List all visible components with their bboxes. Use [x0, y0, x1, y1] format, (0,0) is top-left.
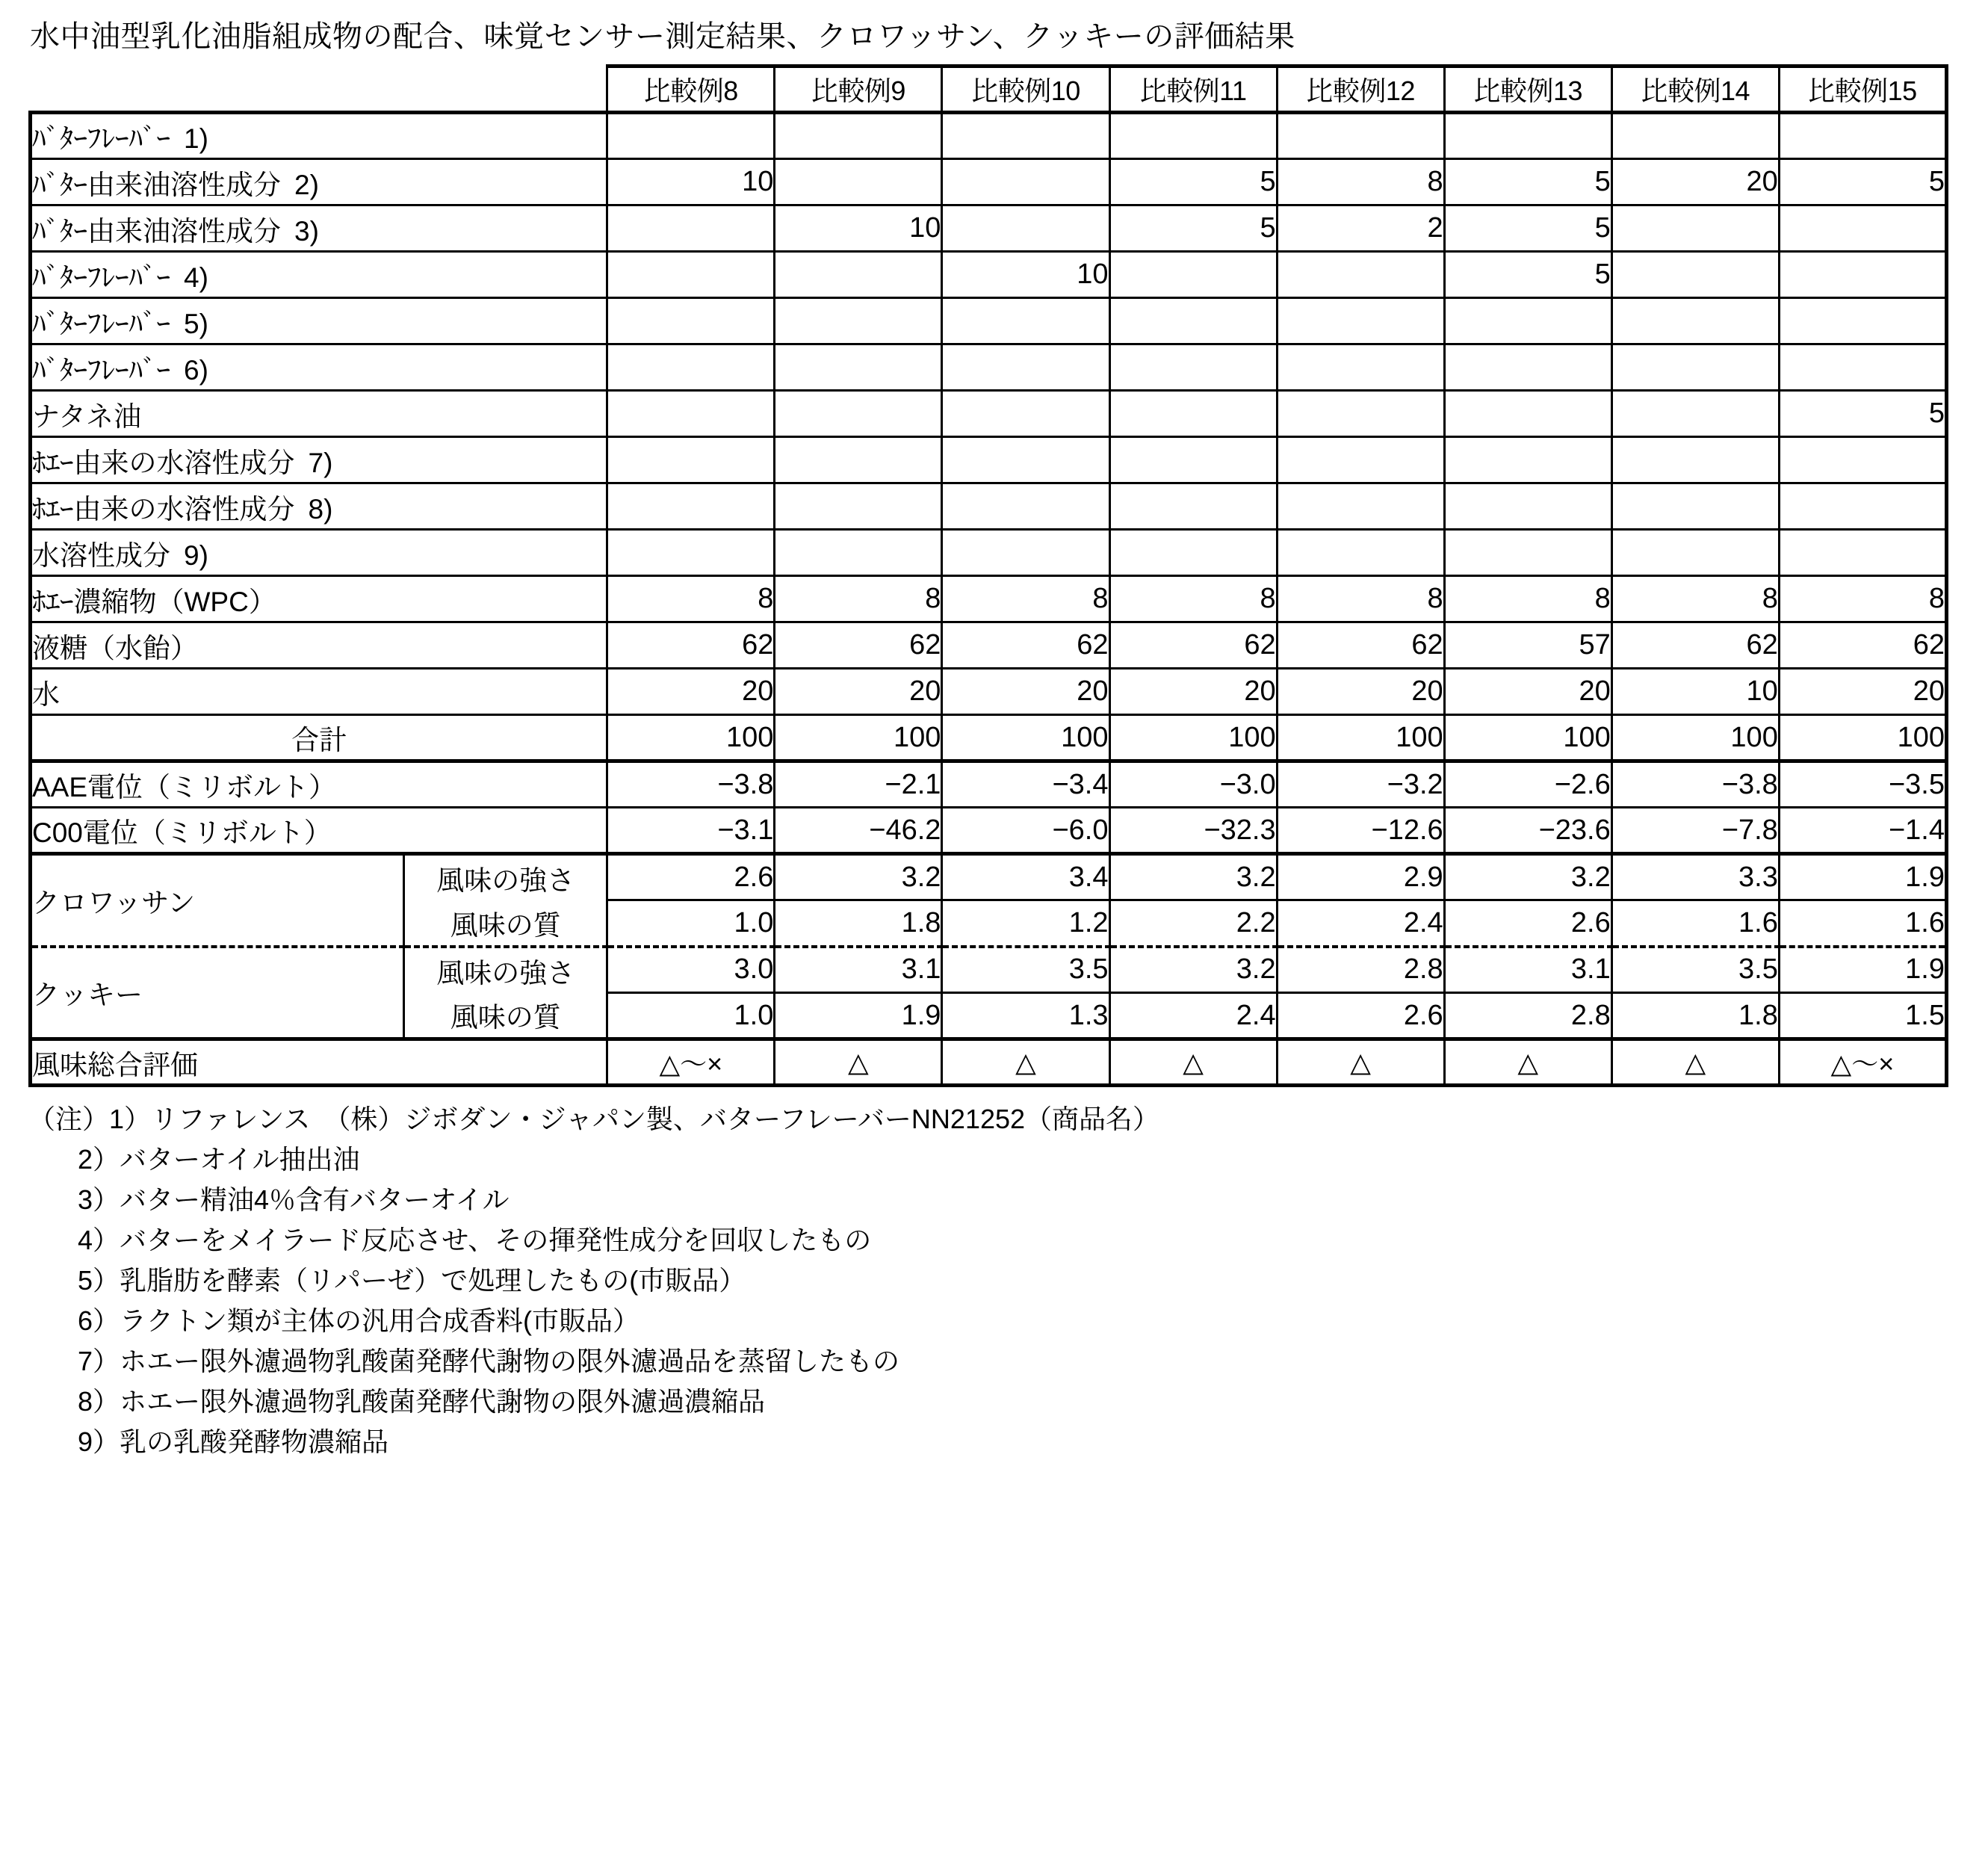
- evaluation-group-label: クロワッサン: [31, 854, 404, 947]
- overall-cell: △: [1611, 1039, 1779, 1086]
- table-cell: [607, 113, 775, 159]
- table-cell: [775, 298, 942, 344]
- column-header: 比較例14: [1611, 67, 1779, 113]
- evaluation-sublabel: 風味の質: [404, 900, 607, 947]
- sensor-cell: −7.8: [1611, 808, 1779, 854]
- overall-cell: △: [1444, 1039, 1611, 1086]
- table-cell: [1444, 530, 1611, 576]
- table-cell: [1277, 530, 1444, 576]
- table-cell: 10: [1611, 669, 1779, 715]
- overall-label: 風味総合評価: [31, 1039, 607, 1086]
- row-label: [31, 159, 607, 205]
- evaluation-cell: 1.3: [942, 993, 1109, 1039]
- column-header: 比較例10: [942, 67, 1109, 113]
- evaluation-cell: 3.2: [1444, 854, 1611, 900]
- table-cell: [1779, 530, 1946, 576]
- sensor-cell: −3.0: [1109, 761, 1277, 808]
- table-header-row: [31, 67, 1947, 113]
- table-cell: 62: [942, 622, 1109, 669]
- table-cell: [607, 437, 775, 483]
- evaluation-cell: 2.8: [1277, 947, 1444, 993]
- table-cell: [775, 252, 942, 298]
- evaluation-cell: 3.2: [1109, 947, 1277, 993]
- table-cell: 20: [1611, 159, 1779, 205]
- table-cell: [607, 391, 775, 437]
- table-cell: [942, 159, 1109, 205]
- row-label-note: 1): [184, 123, 208, 154]
- sensor-cell: −1.4: [1779, 808, 1946, 854]
- table-cell: [1109, 437, 1277, 483]
- evaluation-cell: 1.9: [775, 993, 942, 1039]
- table-row: [31, 252, 1947, 298]
- row-label: [31, 298, 607, 344]
- table-cell: [1277, 437, 1444, 483]
- table-row: [31, 205, 1947, 252]
- table-cell: 5: [1444, 205, 1611, 252]
- table-cell: 62: [607, 622, 775, 669]
- total-cell: 100: [607, 715, 775, 761]
- total-cell: 100: [942, 715, 1109, 761]
- evaluation-cell: 3.4: [942, 854, 1109, 900]
- table-cell: [1109, 298, 1277, 344]
- table-cell: 5: [1444, 252, 1611, 298]
- table-cell: [1779, 252, 1946, 298]
- evaluation-cell: 2.6: [1444, 900, 1611, 947]
- footnote-item: 5）乳脂肪を酵素（リパーゼ）で処理したもの(市販品）: [78, 1265, 746, 1296]
- table-cell: 5: [1444, 159, 1611, 205]
- total-cell: 100: [1779, 715, 1946, 761]
- sensor-cell: −6.0: [942, 808, 1109, 854]
- column-header: 比較例15: [1779, 67, 1946, 113]
- column-header: 比較例11: [1109, 67, 1277, 113]
- row-label: [31, 391, 607, 437]
- row-label-text: ﾊﾞﾀｰﾌﾚｰﾊﾞｰ: [32, 123, 170, 154]
- row-label-note: 4): [184, 262, 208, 293]
- table-cell: [942, 530, 1109, 576]
- table-cell: [1779, 483, 1946, 530]
- table-row: [31, 622, 1947, 669]
- overall-cell: △〜×: [607, 1039, 775, 1086]
- table-cell: 10: [775, 205, 942, 252]
- sensor-row: [31, 808, 1947, 854]
- table-cell: 8: [607, 576, 775, 622]
- column-header: 比較例13: [1444, 67, 1611, 113]
- table-cell: [775, 391, 942, 437]
- page-title: 水中油型乳化油脂組成物の配合、味覚センサー測定結果、クロワッサン、クッキーの評価結果: [30, 20, 1295, 53]
- table-cell: 8: [1109, 576, 1277, 622]
- row-label-text: ﾎｴｰ由来の水溶性成分: [32, 447, 295, 478]
- sensor-cell: −3.2: [1277, 761, 1444, 808]
- table-cell: [942, 205, 1109, 252]
- row-label-text: ﾎｴｰ由来の水溶性成分: [32, 493, 295, 525]
- table-row: [31, 576, 1947, 622]
- evaluation-cell: 3.5: [942, 947, 1109, 993]
- table-cell: [775, 344, 942, 391]
- table-row: [31, 344, 1947, 391]
- row-label-text: 水: [32, 678, 60, 710]
- table-cell: [1611, 344, 1779, 391]
- evaluation-cell: 1.5: [1779, 993, 1946, 1039]
- table-cell: [775, 483, 942, 530]
- evaluation-cell: 2.4: [1109, 993, 1277, 1039]
- table-cell: 20: [1444, 669, 1611, 715]
- evaluation-cell: 1.0: [607, 900, 775, 947]
- evaluation-cell: 3.5: [1611, 947, 1779, 993]
- table-cell: 5: [1109, 159, 1277, 205]
- table-row: [31, 437, 1947, 483]
- table-cell: [1109, 113, 1277, 159]
- table-cell: 8: [1277, 576, 1444, 622]
- table-cell: 62: [1779, 622, 1946, 669]
- row-label-text: ﾊﾞﾀｰ由来油溶性成分: [32, 215, 281, 247]
- footnote-item: 8）ホエー限外濾過物乳酸菌発酵代謝物の限外濾過濃縮品: [78, 1386, 766, 1417]
- evaluation-cell: 1.6: [1779, 900, 1946, 947]
- table-row: [31, 391, 1947, 437]
- table-cell: 8: [1444, 576, 1611, 622]
- table-cell: [1611, 437, 1779, 483]
- row-label-text: ﾊﾞﾀｰ由来油溶性成分: [32, 169, 281, 200]
- evaluation-sublabel: 風味の強さ: [404, 854, 607, 900]
- footnote-item: 3）バター精油4％含有バターオイル: [78, 1184, 510, 1215]
- table-cell: 8: [1277, 159, 1444, 205]
- sensor-cell: −3.1: [607, 808, 775, 854]
- evaluation-cell: 1.6: [1611, 900, 1779, 947]
- footnote-item: 7）ホエー限外濾過物乳酸菌発酵代謝物の限外濾過品を蒸留したもの: [78, 1346, 900, 1376]
- evaluation-cell: 2.4: [1277, 900, 1444, 947]
- footnote-item: 6）ラクトン類が主体の汎用合成香料(市販品）: [78, 1305, 640, 1336]
- table-cell: [1109, 252, 1277, 298]
- total-label: 合計: [31, 715, 607, 761]
- row-label-note: 5): [184, 308, 208, 339]
- table-cell: [1109, 391, 1277, 437]
- evaluation-row: [31, 854, 1947, 900]
- evaluation-cell: 3.0: [607, 947, 775, 993]
- evaluation-cell: 1.8: [1611, 993, 1779, 1039]
- row-label-note: 9): [184, 539, 208, 571]
- table-cell: [607, 252, 775, 298]
- table-cell: [775, 530, 942, 576]
- table-cell: [775, 113, 942, 159]
- table-cell: [1277, 344, 1444, 391]
- table-cell: [1444, 483, 1611, 530]
- footnote-item: 9）乳の乳酸発酵物濃縮品: [78, 1426, 389, 1457]
- evaluation-cell: 1.9: [1779, 947, 1946, 993]
- row-label: [31, 483, 607, 530]
- table-cell: [1444, 113, 1611, 159]
- sensor-cell: −46.2: [775, 808, 942, 854]
- sensor-cell: −3.8: [607, 761, 775, 808]
- sensor-label: C00電位（ミリボルト）: [31, 808, 607, 854]
- table-row: [31, 159, 1947, 205]
- table-cell: 62: [1277, 622, 1444, 669]
- table-cell: 20: [1277, 669, 1444, 715]
- row-label-note: 2): [294, 169, 319, 200]
- evaluation-row: [31, 947, 1947, 993]
- header-corner-blank: [31, 67, 607, 113]
- row-label-text: ナタネ油: [32, 401, 142, 432]
- row-label: [31, 113, 607, 159]
- table-cell: [1611, 530, 1779, 576]
- table-cell: [1611, 391, 1779, 437]
- row-label: [31, 669, 607, 715]
- evaluation-cell: 2.9: [1277, 854, 1444, 900]
- overall-cell: △: [942, 1039, 1109, 1086]
- evaluation-cell: 1.8: [775, 900, 942, 947]
- row-label-note: 8): [308, 493, 333, 525]
- table-cell: 5: [1779, 159, 1946, 205]
- table-cell: 8: [1611, 576, 1779, 622]
- evaluation-cell: 2.6: [607, 854, 775, 900]
- row-label-note: 3): [294, 215, 319, 247]
- evaluation-cell: 3.2: [1109, 854, 1277, 900]
- row-label-text: ﾊﾞﾀｰﾌﾚｰﾊﾞｰ: [32, 354, 170, 386]
- table-cell: 62: [775, 622, 942, 669]
- table-cell: [607, 205, 775, 252]
- evaluation-cell: 3.3: [1611, 854, 1779, 900]
- sensor-cell: −12.6: [1277, 808, 1444, 854]
- overall-cell: △〜×: [1779, 1039, 1946, 1086]
- footnote-item: 4）バターをメイラード反応させ、その揮発性成分を回収したもの: [78, 1225, 872, 1255]
- table-cell: [1277, 483, 1444, 530]
- table-cell: [1611, 298, 1779, 344]
- table-row: [31, 530, 1947, 576]
- sensor-label: AAE電位（ミリボルト）: [31, 761, 607, 808]
- table-cell: [1611, 252, 1779, 298]
- table-cell: [942, 298, 1109, 344]
- evaluation-cell: 3.2: [775, 854, 942, 900]
- table-cell: 5: [1109, 205, 1277, 252]
- total-cell: 100: [1277, 715, 1444, 761]
- footnotes: [28, 1099, 1958, 1462]
- table-cell: [1277, 252, 1444, 298]
- table-cell: [1779, 113, 1946, 159]
- evaluation-cell: 1.9: [1779, 854, 1946, 900]
- table-cell: 57: [1444, 622, 1611, 669]
- evaluation-sublabel: 風味の質: [404, 993, 607, 1039]
- evaluation-cell: 2.8: [1444, 993, 1611, 1039]
- table-cell: 8: [775, 576, 942, 622]
- table-cell: [1444, 437, 1611, 483]
- table-cell: [1109, 344, 1277, 391]
- table-cell: [775, 159, 942, 205]
- total-cell: 100: [1444, 715, 1611, 761]
- row-label: [31, 437, 607, 483]
- sensor-cell: −3.8: [1611, 761, 1779, 808]
- row-label: [31, 622, 607, 669]
- sensor-cell: −3.4: [942, 761, 1109, 808]
- table-cell: [1277, 298, 1444, 344]
- evaluation-sublabel: 風味の強さ: [404, 947, 607, 993]
- table-cell: 10: [942, 252, 1109, 298]
- column-header: 比較例9: [775, 67, 942, 113]
- row-label-note: 7): [308, 447, 333, 478]
- table-row: [31, 298, 1947, 344]
- row-label: [31, 576, 607, 622]
- table-cell: [1444, 298, 1611, 344]
- sensor-cell: −3.5: [1779, 761, 1946, 808]
- evaluation-group-label: クッキー: [31, 947, 404, 1039]
- table-cell: 8: [942, 576, 1109, 622]
- table-cell: [775, 437, 942, 483]
- footnote-header: （注）1）リファレンス （株）ジボダン・ジャパン製、バターフレーバーNN21252（商品名）: [28, 1104, 1160, 1134]
- results-table: [28, 64, 1948, 1087]
- evaluation-cell: 1.2: [942, 900, 1109, 947]
- table-cell: [607, 483, 775, 530]
- table-cell: 10: [607, 159, 775, 205]
- table-cell: [607, 344, 775, 391]
- row-label: [31, 530, 607, 576]
- overall-cell: △: [1277, 1039, 1444, 1086]
- table-cell: [1611, 205, 1779, 252]
- table-row: [31, 483, 1947, 530]
- overall-cell: △: [1109, 1039, 1277, 1086]
- table-cell: [1779, 205, 1946, 252]
- table-cell: [1444, 391, 1611, 437]
- row-label-text: 液糖（水飴）: [32, 632, 198, 664]
- row-label-text: ﾎｴｰ濃縮物（WPC）: [32, 586, 276, 617]
- table-cell: 8: [1779, 576, 1946, 622]
- sensor-cell: −23.6: [1444, 808, 1611, 854]
- table-row: [31, 113, 1947, 159]
- overall-row: [31, 1039, 1947, 1086]
- table-cell: 62: [1109, 622, 1277, 669]
- table-cell: [1611, 113, 1779, 159]
- row-label: [31, 252, 607, 298]
- sensor-row: [31, 761, 1947, 808]
- total-cell: 100: [1611, 715, 1779, 761]
- total-cell: 100: [1109, 715, 1277, 761]
- table-cell: [1277, 113, 1444, 159]
- table-cell: [1779, 437, 1946, 483]
- table-cell: [1779, 298, 1946, 344]
- row-label-text: ﾊﾞﾀｰﾌﾚｰﾊﾞｰ: [32, 308, 170, 339]
- evaluation-cell: 3.1: [1444, 947, 1611, 993]
- column-header: 比較例12: [1277, 67, 1444, 113]
- table-cell: [1611, 483, 1779, 530]
- total-row: [31, 715, 1947, 761]
- row-label-text: 水溶性成分: [32, 539, 170, 571]
- table-cell: [607, 530, 775, 576]
- table-cell: 20: [1109, 669, 1277, 715]
- table-cell: [942, 483, 1109, 530]
- table-row: [31, 669, 1947, 715]
- table-cell: [607, 298, 775, 344]
- sensor-cell: −32.3: [1109, 808, 1277, 854]
- table-cell: [1109, 530, 1277, 576]
- table-cell: 62: [1611, 622, 1779, 669]
- table-cell: 5: [1779, 391, 1946, 437]
- table-cell: [942, 344, 1109, 391]
- column-header: 比較例8: [607, 67, 775, 113]
- row-label: [31, 205, 607, 252]
- table-cell: [1109, 483, 1277, 530]
- evaluation-cell: 2.2: [1109, 900, 1277, 947]
- row-label-note: 6): [184, 354, 208, 386]
- row-label: [31, 344, 607, 391]
- table-cell: [942, 437, 1109, 483]
- table-cell: 20: [942, 669, 1109, 715]
- table-cell: 20: [775, 669, 942, 715]
- table-cell: [1779, 344, 1946, 391]
- sensor-cell: −2.6: [1444, 761, 1611, 808]
- row-label-text: ﾊﾞﾀｰﾌﾚｰﾊﾞｰ: [32, 262, 170, 293]
- total-cell: 100: [775, 715, 942, 761]
- overall-cell: △: [775, 1039, 942, 1086]
- table-cell: 20: [1779, 669, 1946, 715]
- table-cell: 2: [1277, 205, 1444, 252]
- evaluation-cell: 2.6: [1277, 993, 1444, 1039]
- table-cell: [942, 113, 1109, 159]
- table-cell: [942, 391, 1109, 437]
- sensor-cell: −2.1: [775, 761, 942, 808]
- table-cell: 20: [607, 669, 775, 715]
- footnote-item: 2）バターオイル抽出油: [78, 1144, 360, 1175]
- evaluation-cell: 1.0: [607, 993, 775, 1039]
- table-cell: [1444, 344, 1611, 391]
- table-cell: [1277, 391, 1444, 437]
- evaluation-cell: 3.1: [775, 947, 942, 993]
